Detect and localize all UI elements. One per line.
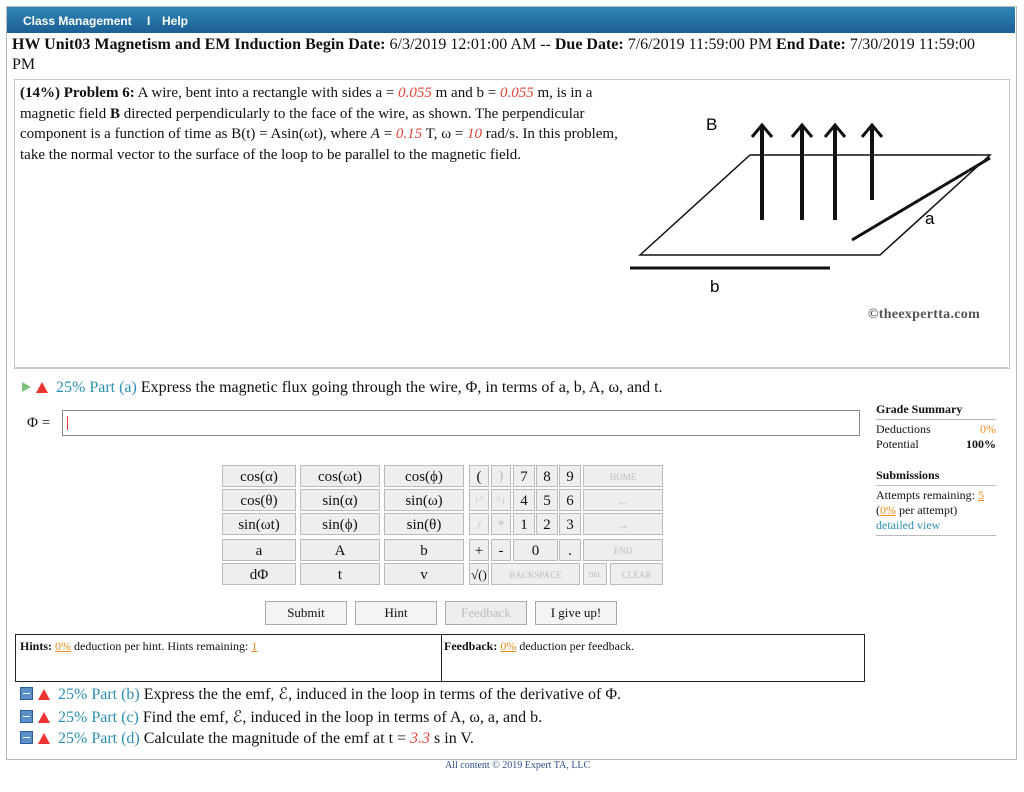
hints-text: deduction per hint. Hints remaining: [74,639,249,653]
key-left[interactable]: ← [583,489,663,511]
key-cos-phi[interactable]: cos(ϕ) [384,465,464,487]
part-b-label[interactable]: 25% Part (b) [58,686,140,703]
key-a[interactable]: a [222,539,296,561]
feedback-label: Feedback: [444,639,498,653]
part-b-row [20,685,621,705]
field-symbol: B [109,105,120,122]
part-a-text: Express the magnetic flux going through the wire, Φ, in terms of a, b, A, ω, and t. [140,379,663,396]
key-b[interactable]: b [384,539,464,561]
problem-text-4: directed perpendicularly to the face of the wire, as shown. The perpendicular component is a function of time as B(t) = Asin(ωt), where [20,105,585,142]
problem-number: Problem 6: [63,85,135,101]
key-A[interactable]: A [300,539,380,561]
grade-summary-title: Grade Summary [876,402,963,416]
value-a: 0.055 [398,85,432,101]
divider [876,485,996,486]
part-c-text: Find the emf, ℰ, induced in the loop in terms of A, ω, a, and b. [142,709,543,726]
collapse-icon[interactable] [20,710,33,723]
assignment-header [12,35,1002,75]
potential-row [876,437,996,452]
attempts-label: Attempts remaining: [876,488,975,502]
play-icon[interactable] [22,382,31,392]
warning-icon [38,712,50,723]
collapse-icon[interactable] [20,731,33,744]
label-B: B [706,115,718,134]
key-0[interactable]: 0 [513,539,558,561]
part-b-text: Express the the emf, ℰ, induced in the loop in terms of the derivative of Φ. [143,686,622,703]
deductions-value: 0% [980,422,996,436]
value-A: 0.15 [395,126,423,142]
problem-statement [20,83,620,165]
attempts-value: 5 [977,488,984,502]
hints-deduction: 0% [55,639,72,653]
key-6[interactable]: 6 [559,489,581,511]
attempts-row [876,488,996,503]
part-c-label[interactable]: 25% Part (c) [58,709,139,726]
key-end[interactable]: END [583,539,663,561]
part-a-label[interactable]: 25% Part (a) [56,379,137,396]
label-b: b [710,277,720,296]
deductions-row [876,422,996,437]
key-up[interactable]: ↑^ [469,489,489,511]
part-a-header [22,378,663,398]
per-attempt-suffix: per attempt) [899,503,958,517]
text-caret [67,416,68,430]
value-t: 3.3 [410,730,431,747]
problem-text-3: m, is in a magnetic field [20,85,593,122]
key-slash[interactable]: / [469,513,489,535]
key-8[interactable]: 8 [536,465,558,487]
per-attempt-value: 0% [880,503,896,517]
key-paren-open[interactable]: ( [469,465,489,487]
key-5[interactable]: 5 [536,489,558,511]
begin-date-label: Begin Date: [305,36,386,53]
begin-date: 6/3/2019 12:01:00 AM [389,36,537,53]
label-a: a [925,209,935,228]
assignment-title: HW Unit03 Magnetism and EM Induction [12,36,302,53]
submit-button[interactable]: Submit [265,601,347,625]
submissions-title: Submissions [876,468,940,482]
key-home[interactable]: HOME [583,465,663,487]
key-right[interactable]: → [583,513,663,535]
key-3[interactable]: 3 [559,513,581,535]
key-clear[interactable]: CLEAR [610,563,663,585]
key-2[interactable]: 2 [536,513,558,535]
key-backspace[interactable]: BACKSPACE [491,563,580,585]
footer-copyright: All content © 2019 Expert TA, LLC [445,760,591,771]
key-dphi[interactable]: dΦ [222,563,296,585]
problem-text-5: = [383,126,393,142]
key-9[interactable]: 9 [559,465,581,487]
hints-label: Hints: [20,639,53,653]
key-cos-alpha[interactable]: cos(α) [222,465,296,487]
symbol-A: A [370,126,380,142]
divider [876,419,996,420]
loop-figure [620,110,1000,300]
key-plus[interactable]: + [469,539,489,561]
nav-class-management[interactable]: Class Management [23,14,132,28]
key-cos-theta[interactable]: cos(θ) [222,489,296,511]
due-date: 7/6/2019 11:59:00 PM [627,36,773,53]
key-4[interactable]: 4 [513,489,535,511]
key-sin-theta[interactable]: sin(θ) [384,513,464,535]
key-cos-wt[interactable]: cos(ωt) [300,465,380,487]
potential-label: Potential [876,437,919,451]
due-date-label: Due Date: [554,36,624,53]
key-t[interactable]: t [300,563,380,585]
key-sin-wt[interactable]: sin(ωt) [222,513,296,535]
feedback-panel [440,634,865,682]
key-paren-close[interactable]: ) [491,465,511,487]
answer-label: Φ = [27,415,51,431]
key-7[interactable]: 7 [513,465,535,487]
per-attempt-prefix: ( [876,503,880,517]
part-d-row [20,729,474,749]
hints-panel [15,634,442,682]
value-b: 0.055 [499,85,534,101]
problem-text-7: rad/s. In this problem, take the normal vector to the surface of the loop to be parallel to the magnetic field. [20,126,618,163]
part-d-text: Calculate the magnitude of the emf at t = [143,730,407,747]
key-dot[interactable]: . [559,539,581,561]
divider [876,535,996,536]
collapse-icon[interactable] [20,687,33,700]
date-separator: -- [540,36,551,53]
top-nav-bar [7,7,1015,33]
end-date-label: End Date: [776,36,846,53]
part-d-label[interactable]: 25% Part (d) [58,730,140,747]
key-v[interactable]: v [384,563,464,585]
problem-text-1: A wire, bent into a rectangle with sides a = [137,85,395,101]
key-1[interactable]: 1 [513,513,535,535]
key-down[interactable]: ^↓ [491,489,511,511]
feedback-text: deduction per feedback. [519,639,635,653]
problem-text-2: m and b = [435,85,497,101]
warning-icon [38,689,50,700]
end-date: 7/30/2019 11:59:00 PM [12,36,976,73]
deductions-label: Deductions [876,422,931,436]
feedback-deduction: 0% [500,639,517,653]
key-sin-omega[interactable]: sin(ω) [384,489,464,511]
per-attempt-row [876,503,996,518]
warning-icon [38,733,50,744]
key-star[interactable]: * [491,513,511,535]
give-up-button[interactable]: I give up! [535,601,617,625]
key-sqrt[interactable]: √() [469,563,489,585]
key-del[interactable]: DEL [583,563,607,585]
part-d-text-end: s in V. [434,730,474,747]
hints-remaining: 1 [251,639,258,653]
nav-separator: I [147,14,151,28]
problem-weight: (14%) [20,85,60,101]
hint-button[interactable]: Hint [355,601,437,625]
answer-input[interactable] [62,410,860,436]
warning-icon [36,382,48,393]
value-omega: 10 [467,126,483,142]
feedback-button[interactable]: Feedback [445,601,527,625]
nav-help[interactable]: Help [162,14,189,28]
part-c-row [20,708,542,728]
detailed-view-link[interactable]: detailed view [876,518,941,532]
key-sin-phi[interactable]: sin(ϕ) [300,513,380,535]
potential-value: 100% [966,437,996,451]
grade-summary [876,402,996,538]
key-sin-alpha[interactable]: sin(α) [300,489,380,511]
watermark: ©theexpertta.com [868,307,981,322]
key-minus[interactable]: - [491,539,511,561]
problem-text-6: T, ω = [425,126,464,142]
